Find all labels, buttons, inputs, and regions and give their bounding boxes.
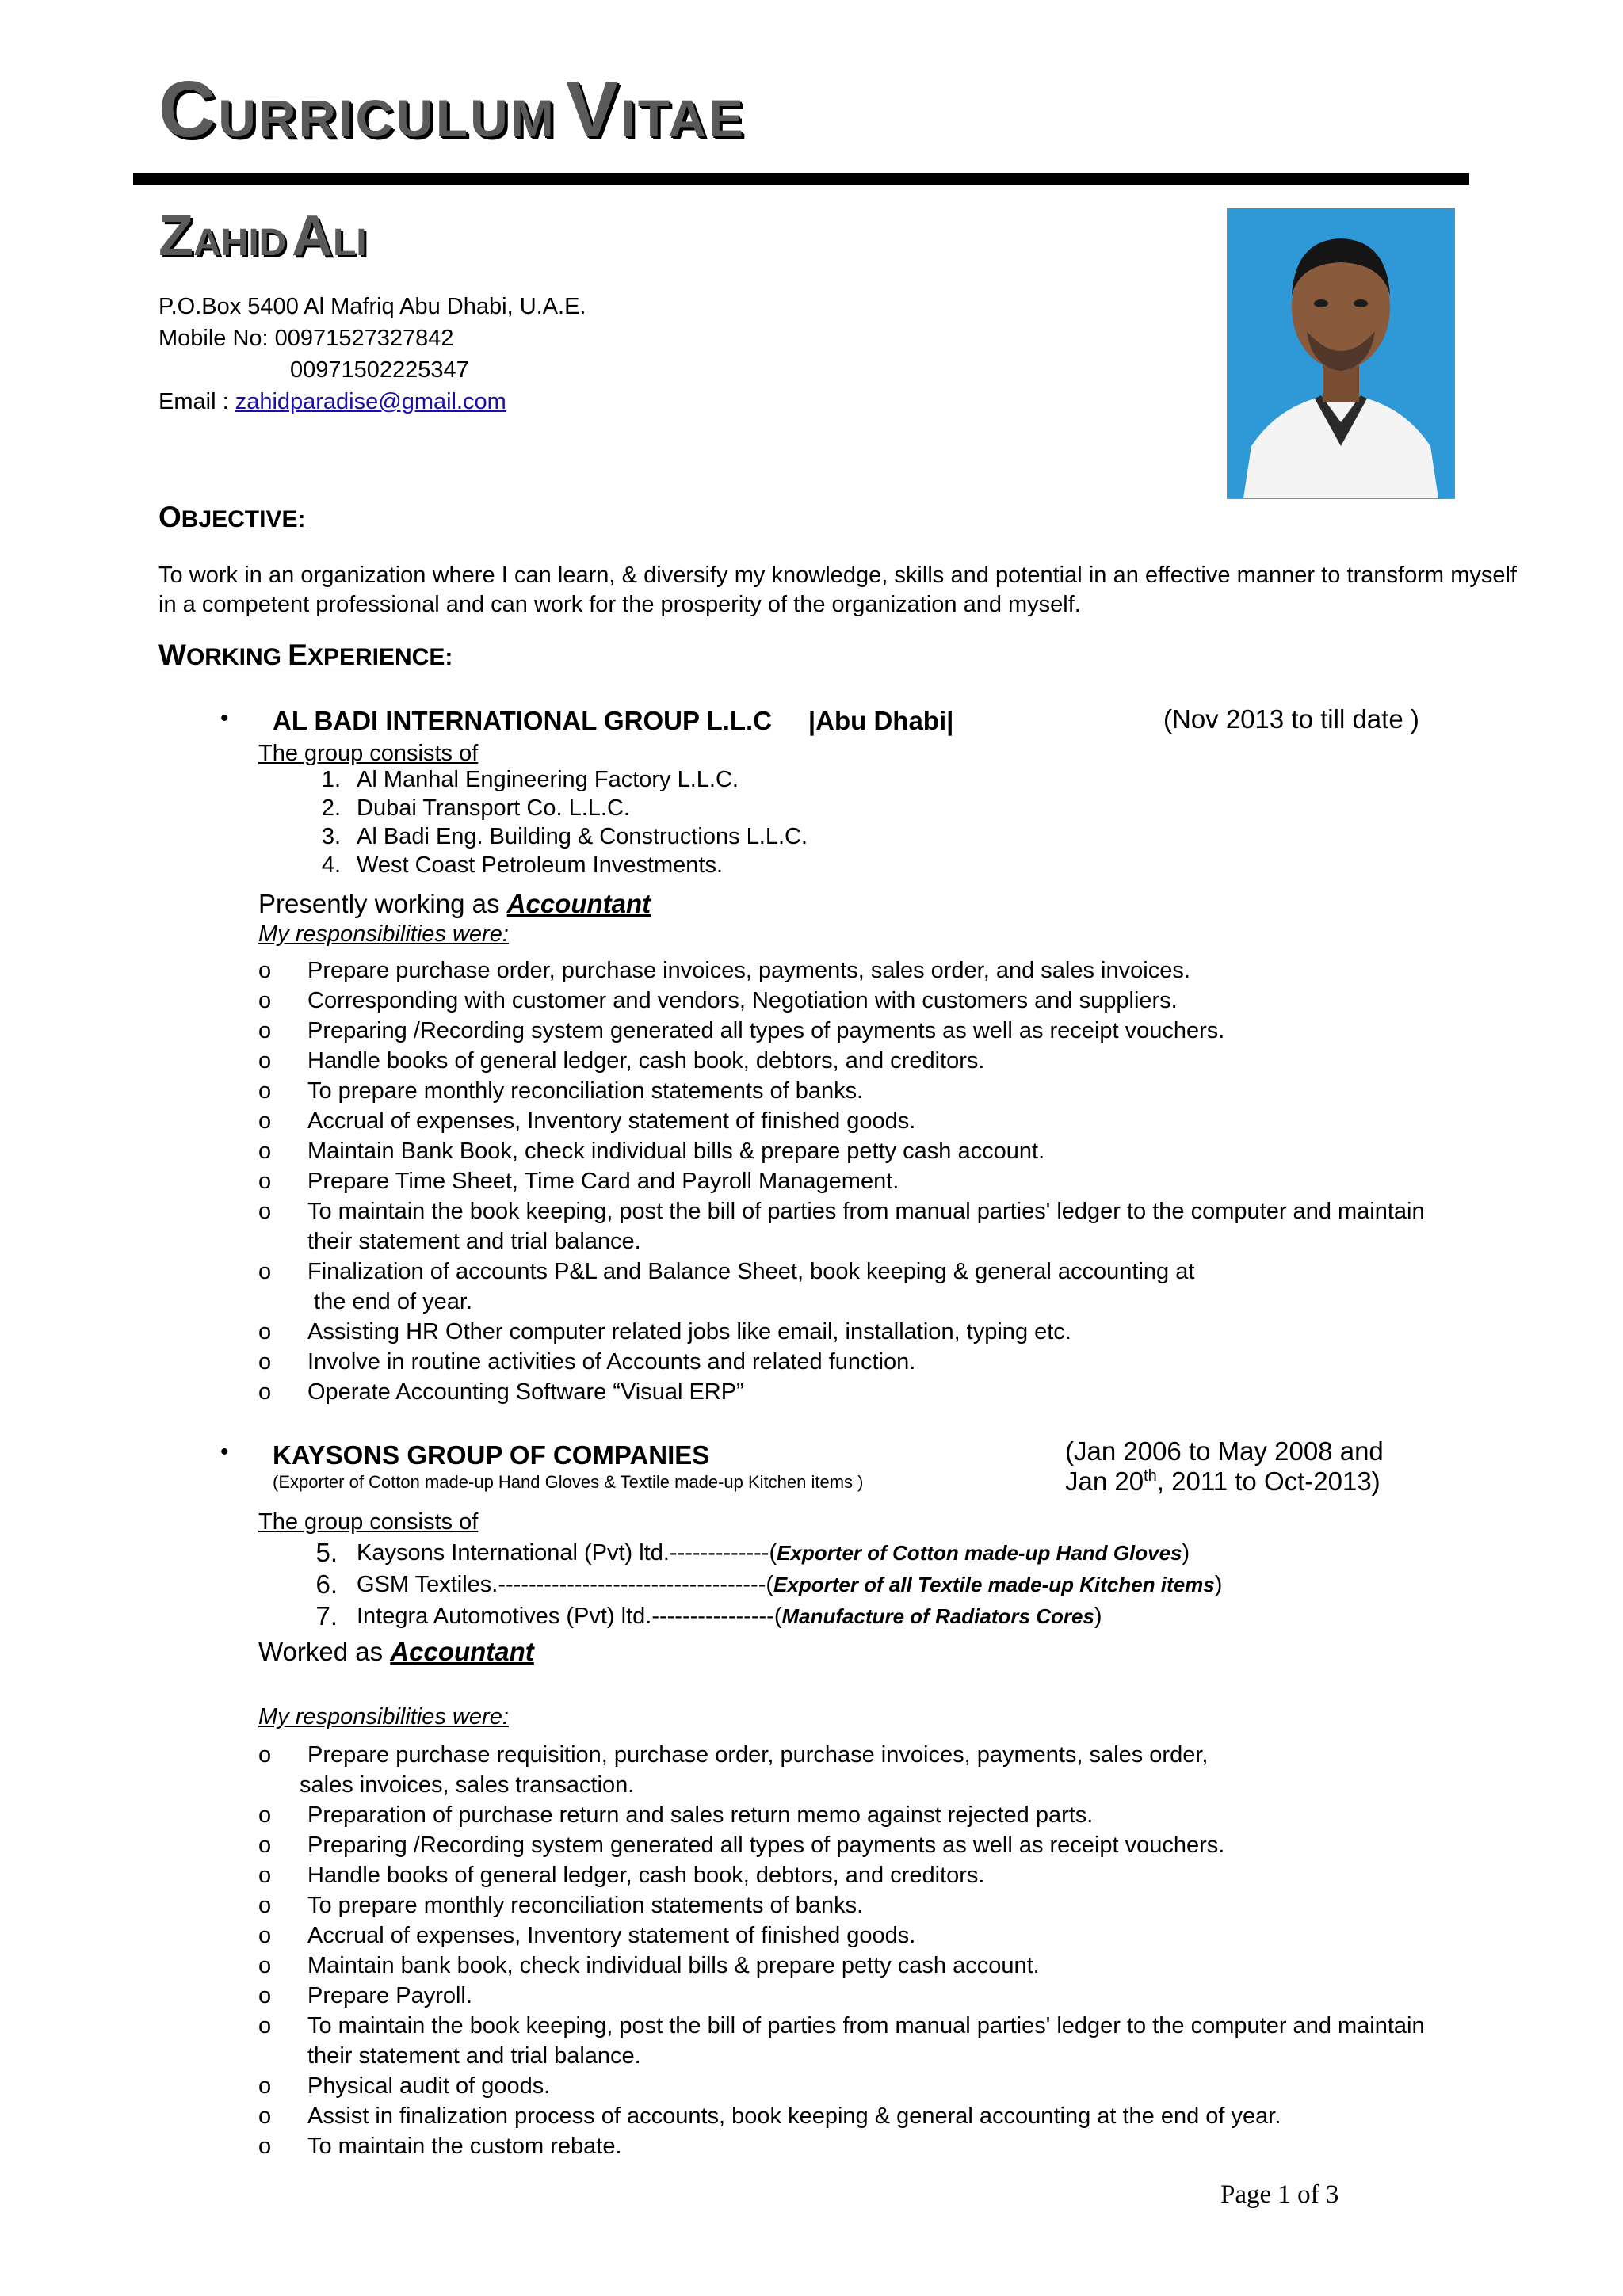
responsibilities-list: [258, 955, 1425, 1407]
list-item: o Prepare purchase requisition, purchase order, purchase invoices, payments, sales order,: [258, 1742, 1209, 1768]
job-company: KAYSONS GROUP OF COMPANIES: [273, 1440, 710, 1470]
list-item: o Maintain Bank Book, check individual bills & prepare petty cash account.: [258, 1138, 1045, 1164]
list-item-continuation: sales invoices, sales transaction.: [300, 1772, 635, 1798]
mobile-number-1: 00971527327842: [274, 326, 454, 351]
list-item: o To prepare monthly reconciliation statements of banks.: [258, 1893, 864, 1918]
responsibilities-label: My responsibilities were:: [258, 1704, 509, 1730]
email-link[interactable]: zahidparadise@gmail.com: [235, 389, 506, 414]
job-role: Presently working as Accountant: [258, 889, 651, 918]
list-item: o Finalization of accounts P&L and Balance Sheet, book keeping & general accounting at: [258, 1259, 1195, 1284]
list-item: o Assist in finalization process of accounts, book keeping & general accounting at the end of year.: [258, 2103, 1281, 2129]
applicant-name: ZAHID ALI: [158, 204, 367, 268]
list-item: o Corresponding with customer and vendors, Negotiation with customers and suppliers.: [258, 988, 1178, 1013]
list-item: o To maintain the book keeping, post the bill of parties from manual parties' ledger to the computer and maintain: [258, 2013, 1425, 2039]
group-label: The group consists of: [258, 1509, 479, 1535]
list-item: o Prepare Payroll.: [258, 1983, 472, 2008]
list-item: o Preparation of purchase return and sales return memo against rejected parts.: [258, 1802, 1094, 1828]
list-item: o Preparing /Recording system generated all types of payments as well as receipt vouchers.: [258, 1833, 1225, 1858]
list-item: o Handle books of general ledger, cash book, debtors, and creditors.: [258, 1863, 985, 1888]
list-item: o Assisting HR Other computer related jobs like email, installation, typing etc.: [258, 1319, 1071, 1344]
list-item: o Handle books of general ledger, cash book, debtors, and creditors.: [258, 1048, 985, 1074]
list-item: o Operate Accounting Software “Visual ERP”: [258, 1379, 744, 1405]
list-item: o Prepare Time Sheet, Time Card and Payroll Management.: [258, 1169, 899, 1194]
job-role: Worked as Accountant: [258, 1637, 534, 1666]
list-item: 3. Al Badi Eng. Building & Constructions L.L.C.: [321, 824, 808, 849]
list-item: 6. GSM Textiles.-----------------------------------(Exporter of all Textile made-up Kitchen items): [315, 1569, 1223, 1599]
list-item: 1. Al Manhal Engineering Factory L.L.C.: [321, 767, 739, 792]
job-company: AL BADI INTERNATIONAL GROUP L.L.C |Abu Dhabi|: [273, 706, 954, 735]
list-item: 2. Dubai Transport Co. L.L.C.: [321, 795, 630, 821]
title-divider: [133, 173, 1469, 185]
page-number: Page 1 of 3: [1220, 2180, 1339, 2209]
objective-text: To work in an organization where I can learn, & diversify my knowledge, skills and potential in an effective manner to transform myself in a competent professional and can work for the prosperity of the organization and myself.: [158, 563, 1517, 617]
document-title: CURRICULUM VITAE: [158, 65, 746, 154]
list-item: o Accrual of expenses, Inventory statement of finished goods.: [258, 1108, 916, 1134]
experience-heading: WORKING EXPERIENCE:: [158, 639, 453, 671]
mobile-label: Mobile No:: [158, 326, 275, 351]
group-companies-list: [321, 765, 808, 879]
mobile-line: [158, 325, 453, 353]
list-item: 4. West Coast Petroleum Investments.: [321, 852, 724, 878]
list-item-continuation: their statement and trial balance.: [307, 1229, 641, 1254]
list-item-continuation: their statement and trial balance.: [307, 2043, 641, 2069]
list-item: o To maintain the custom rebate.: [258, 2134, 622, 2159]
role-title: Accountant: [390, 1637, 534, 1666]
responsibilities-label: My responsibilities were:: [258, 921, 509, 947]
job-bullet: •: [220, 705, 229, 731]
mobile-number-2: 00971502225347: [290, 357, 469, 383]
group-label: The group consists of: [258, 741, 479, 766]
list-item: o To maintain the book keeping, post the bill of parties from manual parties' ledger to the computer and maintain: [258, 1199, 1425, 1224]
email-line: [158, 388, 506, 416]
list-item: o Preparing /Recording system generated all types of payments as well as receipt vouchers.: [258, 1018, 1225, 1043]
job-bullet: •: [220, 1439, 229, 1465]
role-title: Accountant: [506, 889, 651, 918]
list-item: o To prepare monthly reconciliation statements of banks.: [258, 1078, 864, 1104]
job-period: (Nov 2013 to till date ): [1163, 704, 1419, 734]
responsibilities-list: [258, 1740, 1425, 2161]
list-item: o Involve in routine activities of Accounts and related function.: [258, 1349, 916, 1375]
profile-photo: [1227, 208, 1455, 499]
list-item: 5. Kaysons International (Pvt) ltd.-------------(Exporter of Cotton made-up Hand Gloves): [315, 1538, 1190, 1567]
company-description: (Exporter of Cotton made-up Hand Gloves & Textile made-up Kitchen items ): [273, 1472, 864, 1492]
email-label: Email :: [158, 389, 235, 414]
profile-photo-illustration: [1228, 208, 1454, 498]
job-period-line-2: Jan 20th, 2011 to Oct-2013): [1065, 1466, 1381, 1496]
group-companies-list: [315, 1537, 1223, 1632]
list-item: 7. Integra Automotives (Pvt) ltd.----------------(Manufacture of Radiators Cores): [315, 1601, 1102, 1630]
job-period: (Jan 2006 to May 2008 and: [1065, 1436, 1384, 1466]
address: P.O.Box 5400 Al Mafriq Abu Dhabi, U.A.E.: [158, 294, 586, 319]
list-item: o Prepare purchase order, purchase invoices, payments, sales order, and sales invoices.: [258, 958, 1190, 983]
list-item: o Accrual of expenses, Inventory statement of finished goods.: [258, 1923, 916, 1948]
list-item: o Physical audit of goods.: [258, 2073, 551, 2099]
list-item: o Maintain bank book, check individual bills & prepare petty cash account.: [258, 1953, 1040, 1978]
list-item-continuation: the end of year.: [307, 1289, 472, 1314]
objective-heading: OBJECTIVE:: [158, 501, 306, 533]
